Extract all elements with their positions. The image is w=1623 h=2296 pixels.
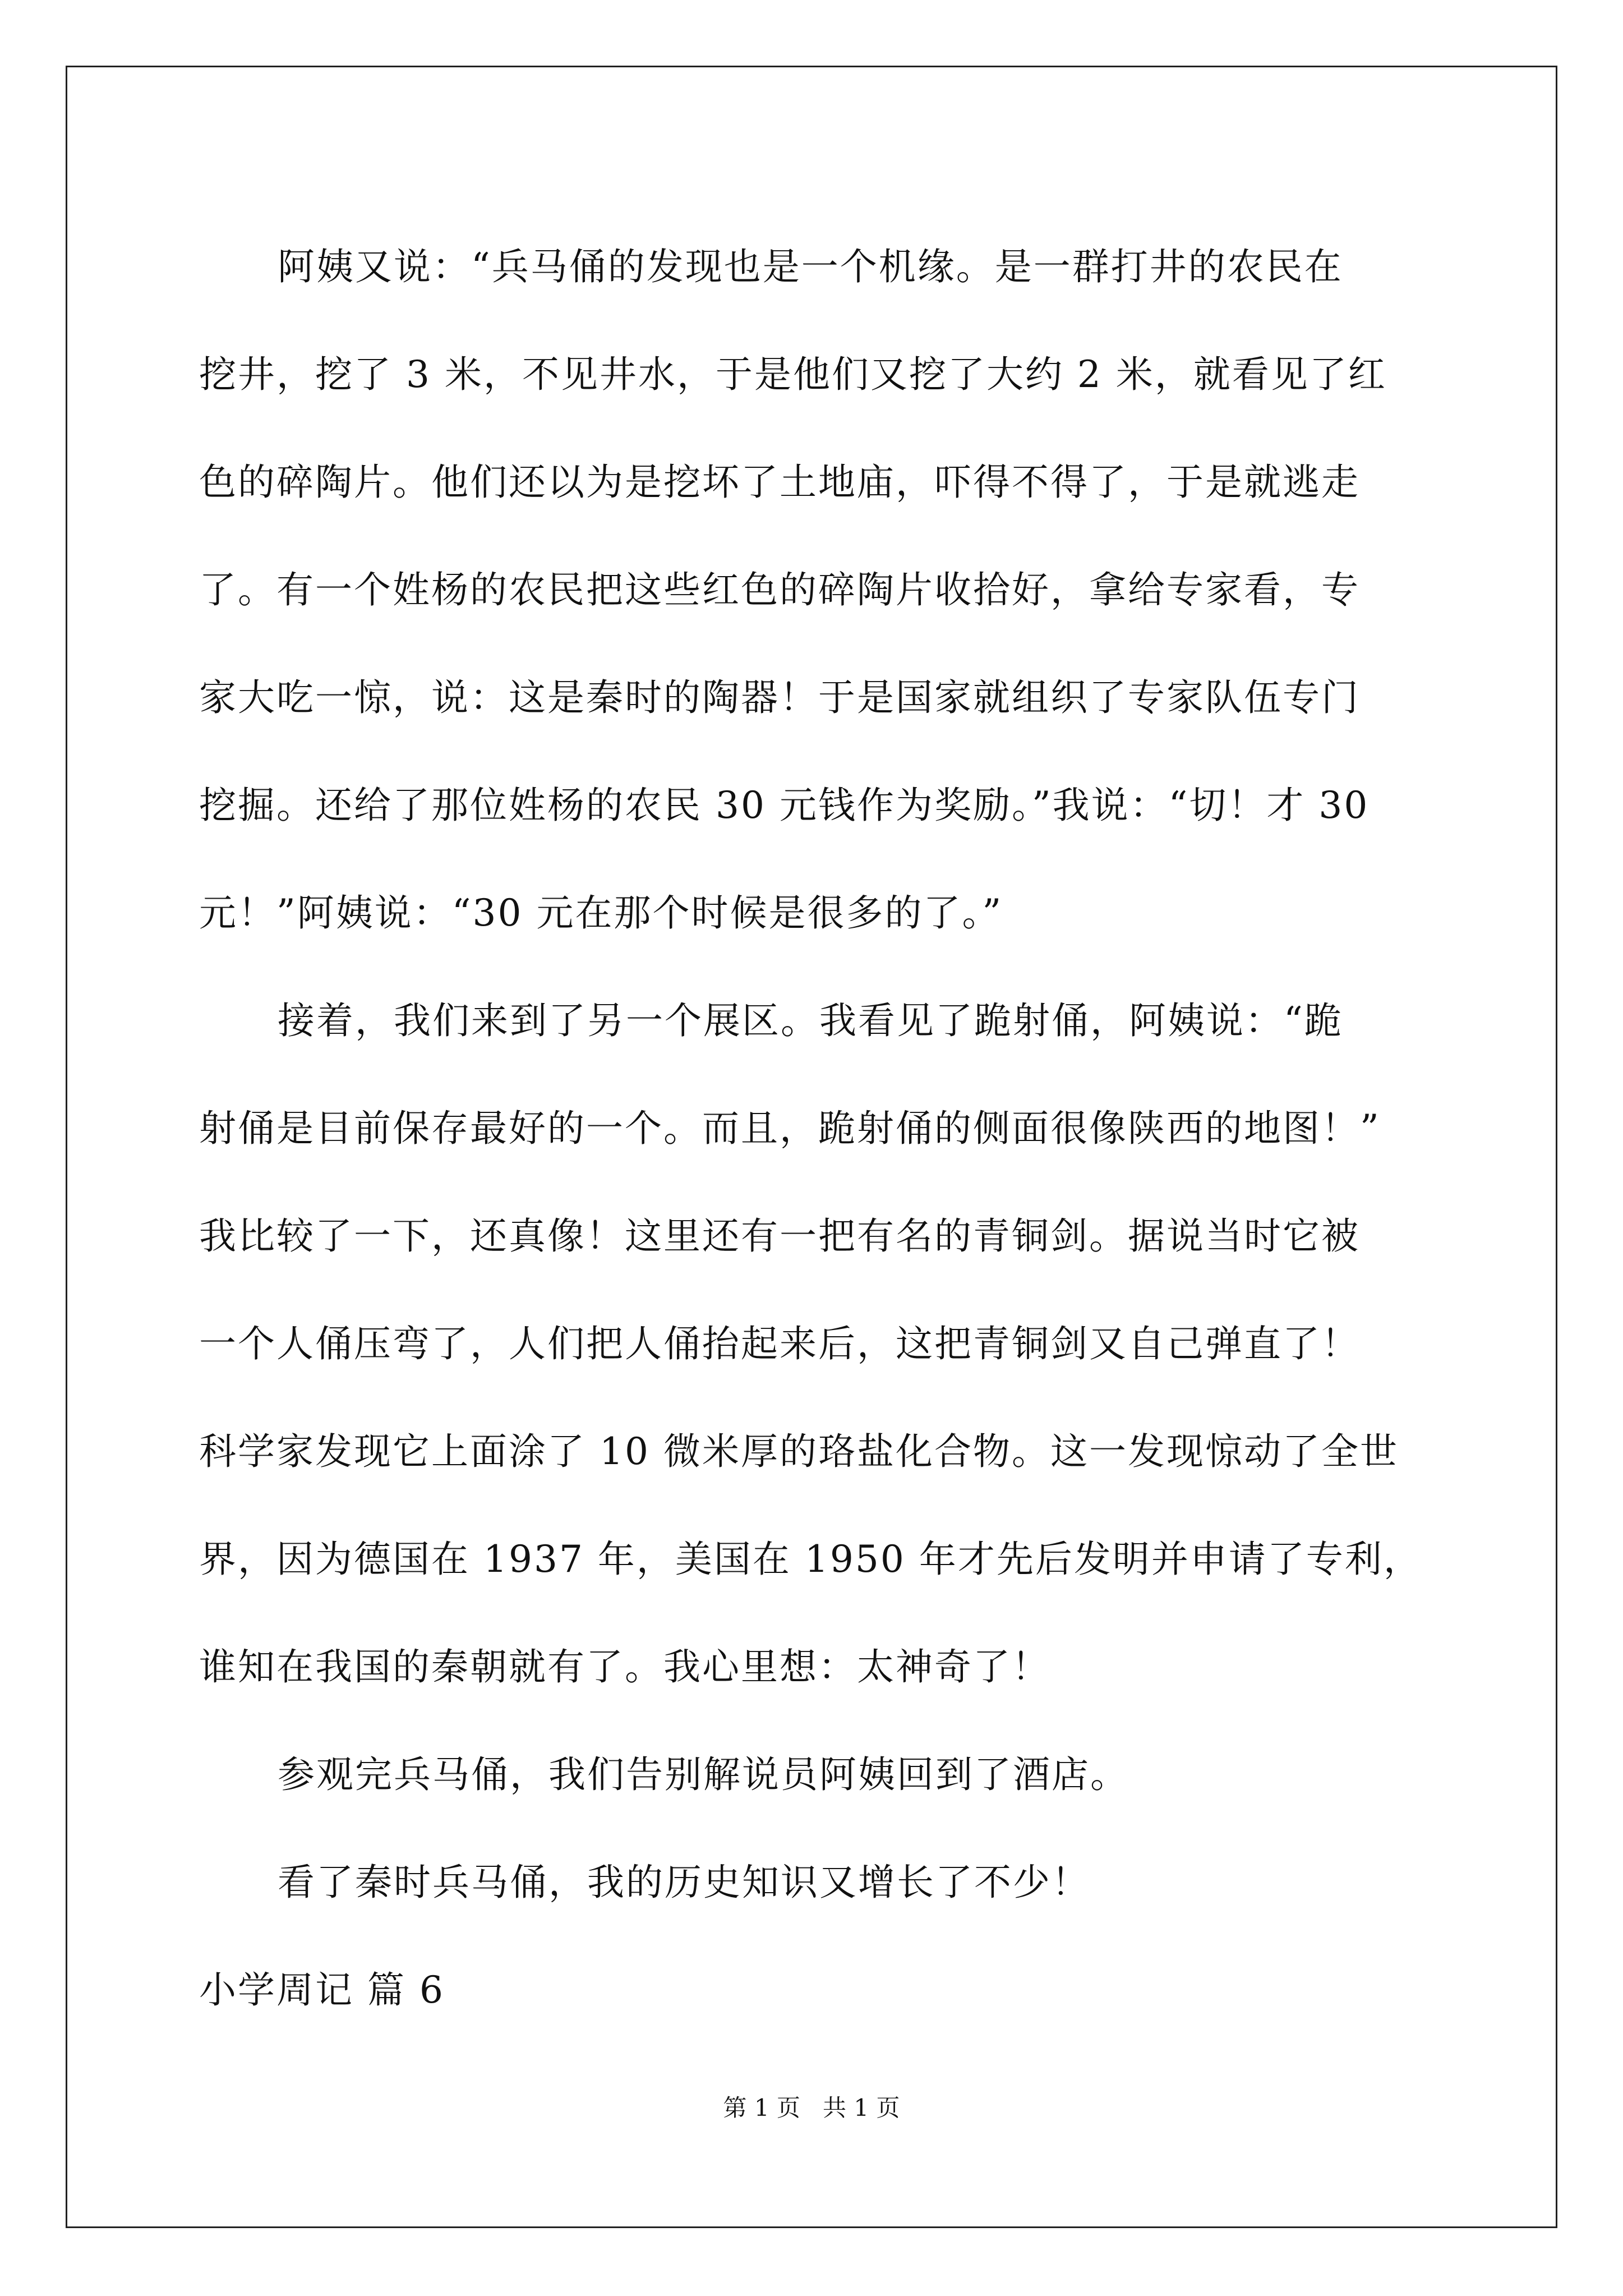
text-line-8: 接着，我们来到了另一个展区。我看见了跪射俑，阿姨说：“跪 bbox=[278, 999, 1343, 1042]
text-line-2: 挖井，挖了 3 米，不见井水，于是他们又挖了大约 2 米，就看见了红 bbox=[199, 353, 1387, 396]
page-number: 第 1 页 共 1 页 bbox=[723, 2094, 900, 2122]
text-line-9: 射俑是目前保存最好的一个。而且，跪射俑的侧面很像陕西的地图！” bbox=[199, 1107, 1381, 1150]
text-line-10: 我比较了一下，还真像！这里还有一把有名的青铜剑。据说当时它被 bbox=[199, 1214, 1360, 1258]
text-line-4: 了。有一个姓杨的农民把这些红色的碎陶片收拾好，拿给专家看，专 bbox=[199, 568, 1360, 611]
text-line-16: 看了秦时兵马俑，我的历史知识又增长了不少！ bbox=[278, 1861, 1090, 1904]
text-line-5: 家大吃一惊，说：这是秦时的陶器！于是国家就组织了专家队伍专门 bbox=[199, 676, 1360, 719]
text-line-11: 一个人俑压弯了，人们把人俑抬起来后，这把青铜剑又自己弹直了！ bbox=[199, 1322, 1360, 1365]
document-body bbox=[199, 213, 1433, 2044]
text-line-12: 科学家发现它上面涂了 10 微米厚的珞盐化合物。这一发现惊动了全世 bbox=[199, 1430, 1399, 1473]
text-line-1: 阿姨又说：“兵马俑的发现也是一个机缘。是一群打井的农民在 bbox=[278, 245, 1343, 288]
text-line-6: 挖掘。还给了那位姓杨的农民 30 元钱作为奖励。”我说：“切！才 30 bbox=[199, 784, 1370, 827]
text-line-7: 元！”阿姨说：“30 元在那个时候是很多的了。” bbox=[199, 891, 1003, 935]
section-heading: 小学周记 篇 6 bbox=[199, 1968, 445, 2012]
text-line-14: 谁知在我国的秦朝就有了。我心里想：太神奇了！ bbox=[199, 1645, 1050, 1688]
text-line-13: 界，因为德国在 1937 年，美国在 1950 年才先后发明并申请了专利， bbox=[199, 1538, 1422, 1581]
text-line-3: 色的碎陶片。他们还以为是挖坏了土地庙，吓得不得了，于是就逃走 bbox=[199, 461, 1360, 504]
text-line-15: 参观完兵马俑，我们告别解说员阿姨回到了酒店。 bbox=[278, 1753, 1129, 1796]
